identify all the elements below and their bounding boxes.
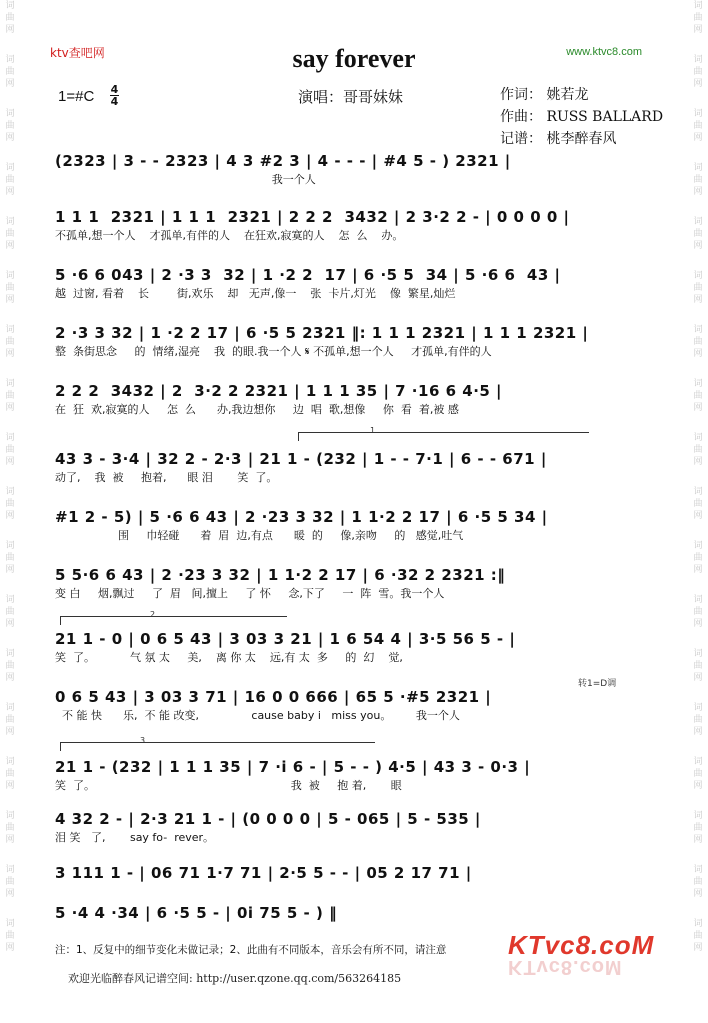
score-system-1	[55, 150, 655, 188]
watermark-gap	[690, 522, 706, 540]
watermark-gap	[690, 144, 706, 162]
watermark-gap	[690, 414, 706, 432]
watermark-glyph: 词	[5, 865, 15, 875]
watermark-gap	[690, 630, 706, 648]
watermark-glyph: 网	[693, 349, 703, 359]
watermark-gap	[2, 144, 18, 162]
notation-line: #1 2 - 5) | 5 ·6 6 43 | 2 ·23 3 32 | 1 1·2 2 17 | 6 ·5 5 34 |	[55, 508, 548, 526]
lyric-line: 在 狂 欢,寂寞的人 怎 么 办,我边想你 边 唱 歌,想像 你 看 着,被 感	[55, 403, 459, 416]
watermark-glyph: 曲	[5, 877, 15, 887]
watermark-glyph: 词	[693, 595, 703, 605]
watermark-glyph: 曲	[693, 391, 703, 401]
lyric-line: 变 白 烟,飘过 了 眉 间,擅上 了 怀 念,下了 一 阵 雪。我一个人	[55, 587, 445, 600]
watermark-glyph: 词	[693, 325, 703, 335]
watermark-gap	[690, 252, 706, 270]
watermark-glyph: 曲	[5, 121, 15, 131]
lyricist: 作词： 姚若龙	[500, 87, 589, 103]
score-system-7	[55, 506, 655, 544]
watermark-gap	[690, 360, 706, 378]
watermark-glyph: 网	[5, 25, 15, 35]
watermark-glyph: 词	[5, 757, 15, 767]
watermark-glyph: 词	[693, 919, 703, 929]
lyric-line: 泪 笑 了, say fo- rever。	[55, 831, 215, 844]
notation-line: 21 1 - (232 | 1 1 1 35 | 7 ·i 6 - | 5 - - ) 4·5 | 43 3 - 0·3 |	[55, 758, 531, 776]
watermark-glyph: 网	[5, 403, 15, 413]
watermark-glyph: 词	[5, 919, 15, 929]
watermark-gap	[690, 792, 706, 810]
song-title: say forever	[292, 44, 416, 73]
watermark-gap	[2, 846, 18, 864]
watermark-gap	[2, 468, 18, 486]
lyric-line	[55, 884, 655, 900]
watermark-glyph: 网	[5, 565, 15, 575]
ending-label-3: 3	[140, 736, 146, 745]
watermark-glyph: 网	[5, 727, 15, 737]
watermark-gap	[2, 900, 18, 918]
watermark-glyph: 网	[693, 79, 703, 89]
watermark-glyph: 词	[5, 541, 15, 551]
watermark-glyph: 网	[693, 25, 703, 35]
site-url-right: www.ktvc8.com	[566, 46, 642, 58]
watermark-glyph: 词	[693, 811, 703, 821]
notation-line: 21 1 - 0 | 0 6 5 43 | 3 03 3 21 | 1 6 54 4 | 3·5 56 5 - |	[55, 630, 516, 648]
modulation-note: 转1=D调	[578, 679, 617, 689]
watermark-glyph: 曲	[5, 553, 15, 563]
watermark-glyph: 网	[693, 511, 703, 521]
watermark-glyph: 曲	[5, 769, 15, 779]
watermark-glyph: 曲	[5, 445, 15, 455]
watermark-glyph: 词	[693, 433, 703, 443]
watermark-gap	[2, 198, 18, 216]
watermark-glyph: 网	[693, 457, 703, 467]
watermark-glyph: 网	[693, 727, 703, 737]
watermark-glyph: 网	[5, 781, 15, 791]
watermark-glyph: 曲	[693, 499, 703, 509]
score-system-13	[55, 862, 655, 900]
score-system-2	[55, 206, 655, 244]
time-top: 4	[110, 83, 119, 96]
lyric-line: 整 条街思念 的 情绪,湿亮 我 的眼.我一个人 𝄋 不孤单,想一个人 才孤单,有伴的人	[55, 345, 492, 358]
watermark-glyph: 词	[5, 109, 15, 119]
watermark-glyph: 曲	[693, 553, 703, 563]
watermark-glyph: 网	[693, 187, 703, 197]
watermark-glyph: 曲	[693, 769, 703, 779]
watermark-glyph: 词	[693, 649, 703, 659]
watermark-glyph: 曲	[693, 877, 703, 887]
composer: 作曲： RUSS BALLARD	[500, 109, 664, 125]
watermark-glyph: 词	[5, 649, 15, 659]
watermark-gap	[2, 630, 18, 648]
watermark-glyph: 曲	[693, 715, 703, 725]
ending-bracket-2	[60, 616, 287, 625]
watermark-glyph: 词	[5, 595, 15, 605]
ending-label-1: 1	[370, 426, 376, 435]
notation-line: 2 2 2 3432 | 2 3·2 2 2321 | 1 1 1 35 | 7 ·16 6 4·5 |	[55, 382, 503, 400]
watermark-gap	[2, 306, 18, 324]
watermark-glyph: 网	[693, 943, 703, 953]
watermark-glyph: 曲	[5, 337, 15, 347]
watermark-gap	[2, 522, 18, 540]
watermark-glyph: 网	[5, 241, 15, 251]
watermark-glyph: 网	[693, 295, 703, 305]
lyric-line: 围 巾轻碰 着 眉 边,有点 暖 的 像,亲吻 的 感觉,吐气	[55, 529, 464, 542]
lyric-line: 越 过窗, 看着 长 街,欢乐 却 无声,像一 张 卡片,灯光 像 繁星,灿烂	[55, 287, 456, 300]
score-system-9	[55, 628, 655, 666]
watermark-glyph: 曲	[693, 67, 703, 77]
watermark-glyph: 词	[693, 541, 703, 551]
watermark-gap	[690, 846, 706, 864]
watermark-glyph: 词	[693, 379, 703, 389]
watermark-glyph: 曲	[5, 229, 15, 239]
watermark-glyph: 词	[5, 487, 15, 497]
watermark-gap	[2, 414, 18, 432]
watermark-glyph: 词	[5, 811, 15, 821]
ending-label-2: 2	[150, 610, 156, 619]
watermark-glyph: 曲	[693, 121, 703, 131]
watermark-glyph: 曲	[5, 391, 15, 401]
left-watermark	[2, 0, 18, 1023]
notation-line: 4 32 2 - | 2·3 21 1 - | (0 0 0 0 | 5 - 065 | 5 - 535 |	[55, 810, 481, 828]
notation-line: 3 111 1 - | 06 71 1·7 71 | 2·5 5 - - | 05 2 17 71 |	[55, 864, 472, 882]
watermark-gap	[2, 576, 18, 594]
watermark-glyph: 网	[5, 673, 15, 683]
watermark-glyph: 曲	[693, 931, 703, 941]
score-system-3	[55, 264, 655, 302]
watermark-gap	[690, 468, 706, 486]
watermark-glyph: 曲	[5, 715, 15, 725]
watermark-gap	[690, 306, 706, 324]
notation-line: 5 ·6 6 043 | 2 ·3 3 32 | 1 ·2 2 17 | 6 ·5 5 34 | 5 ·6 6 43 |	[55, 266, 561, 284]
watermark-gap	[2, 90, 18, 108]
watermark-gap	[690, 198, 706, 216]
watermark-gap	[690, 900, 706, 918]
watermark-glyph: 曲	[693, 175, 703, 185]
lyric-line: 不孤单,想一个人 才孤单,有伴的人 在狂欢,寂寞的人 怎 么 办。	[55, 229, 404, 242]
watermark-glyph: 网	[693, 133, 703, 143]
notation-line: 2 ·3 3 32 | 1 ·2 2 17 | 6 ·5 5 2321 ‖: 1 1 1 2321 | 1 1 1 2321 |	[55, 324, 589, 342]
watermark-glyph: 网	[693, 781, 703, 791]
watermark-gap	[2, 792, 18, 810]
transcriber: 记谱： 桃李醉春风	[500, 131, 617, 147]
score-system-5	[55, 380, 655, 418]
watermark-glyph: 网	[5, 295, 15, 305]
watermark-glyph: 网	[693, 889, 703, 899]
watermark-glyph: 曲	[693, 607, 703, 617]
watermark-glyph: 曲	[5, 931, 15, 941]
notation-line: 5 5·6 6 43 | 2 ·23 3 32 | 1 1·2 2 17 | 6 ·32 2 2321 :‖	[55, 566, 506, 584]
watermark-glyph: 曲	[693, 283, 703, 293]
score-system-10	[55, 686, 655, 724]
watermark-glyph: 网	[5, 133, 15, 143]
watermark-gap	[690, 684, 706, 702]
score-system-11	[55, 756, 655, 794]
watermark-glyph: 网	[693, 673, 703, 683]
watermark-glyph: 词	[693, 163, 703, 173]
lyric-line: 动了, 我 被 抱着, 眼 泪 笑 了。	[55, 471, 278, 484]
watermark-glyph: 词	[693, 1, 703, 11]
watermark-glyph: 网	[5, 835, 15, 845]
watermark-glyph: 词	[693, 703, 703, 713]
watermark-gap	[690, 90, 706, 108]
watermark-glyph: 网	[693, 619, 703, 629]
ending-bracket-1	[298, 432, 589, 441]
lyric-line: 我一个人	[55, 173, 316, 186]
watermark-gap	[2, 252, 18, 270]
right-watermark	[690, 0, 706, 1023]
watermark-glyph: 词	[693, 55, 703, 65]
notation-line: 1 1 1 2321 | 1 1 1 2321 | 2 2 2 3432 | 2 3·2 2 - | 0 0 0 0 |	[55, 208, 570, 226]
watermark-glyph: 词	[5, 1, 15, 11]
notation-line: 5 ·4 4 ·34 | 6 ·5 5 - | 0i 75 5 - ) ‖	[55, 904, 338, 922]
watermark-glyph: 曲	[693, 823, 703, 833]
lyric-line: 笑 了。 我 被 抱 着, 眼	[55, 779, 402, 792]
watermark-glyph: 曲	[5, 283, 15, 293]
notation-line: (2323 | 3 - - 2323 | 4 3 #2 3 | 4 - - - | #4 5 - ) 2321 |	[55, 152, 511, 170]
lyric-line: 笑 了。 气 氛 太 美, 离 你 太 远,有 太 多 的 幻 觉,	[55, 651, 403, 664]
watermark-glyph: 网	[5, 943, 15, 953]
watermark-glyph: 网	[5, 511, 15, 521]
watermark-glyph: 词	[5, 379, 15, 389]
notation-line: 43 3 - 3·4 | 32 2 - 2·3 | 21 1 - (232 | 1 - - 7·1 | 6 - - 671 |	[55, 450, 547, 468]
watermark-glyph: 词	[693, 271, 703, 281]
site-name-left: ktv查吧网	[50, 46, 105, 60]
logo-reflection: KTvc8.coM	[508, 956, 623, 978]
watermark-gap	[690, 576, 706, 594]
watermark-glyph: 词	[5, 163, 15, 173]
watermark-glyph: 词	[693, 757, 703, 767]
watermark-glyph: 曲	[693, 445, 703, 455]
watermark-gap	[2, 954, 18, 972]
site-logo	[508, 930, 656, 990]
footer-url: 欢迎光临醉春风记谱空间: http://user.qzone.qq.com/563264185	[68, 972, 402, 985]
ending-bracket-3	[60, 742, 375, 751]
watermark-glyph: 曲	[5, 661, 15, 671]
watermark-glyph: 曲	[5, 607, 15, 617]
watermark-glyph: 词	[693, 487, 703, 497]
watermark-glyph: 词	[5, 55, 15, 65]
footer-note: 注：1、反复中的细节变化未做记录；2、此曲有不同版本，音乐会有所不同，请注意	[55, 944, 447, 956]
watermark-glyph: 词	[5, 325, 15, 335]
watermark-glyph: 词	[5, 217, 15, 227]
watermark-glyph: 曲	[693, 337, 703, 347]
watermark-glyph: 词	[693, 217, 703, 227]
watermark-gap	[2, 684, 18, 702]
watermark-gap	[2, 360, 18, 378]
watermark-glyph: 曲	[693, 229, 703, 239]
watermark-gap	[690, 954, 706, 972]
score-system-6	[55, 448, 655, 486]
time-signature	[110, 84, 119, 107]
watermark-glyph: 网	[693, 565, 703, 575]
watermark-glyph: 曲	[5, 823, 15, 833]
watermark-glyph: 网	[5, 349, 15, 359]
score-system-4	[55, 322, 655, 360]
score-system-8	[55, 564, 655, 602]
watermark-glyph: 曲	[693, 661, 703, 671]
watermark-glyph: 词	[5, 703, 15, 713]
watermark-glyph: 网	[5, 619, 15, 629]
watermark-glyph: 网	[693, 835, 703, 845]
notation-line: 0 6 5 43 | 3 03 3 71 | 16 0 0 666 | 65 5 ·#5 2321 |	[55, 688, 492, 706]
watermark-glyph: 网	[693, 241, 703, 251]
watermark-glyph: 网	[5, 457, 15, 467]
logo-text: KTvc8.coM	[508, 930, 655, 960]
watermark-gap	[690, 738, 706, 756]
watermark-glyph: 网	[5, 79, 15, 89]
watermark-glyph: 曲	[5, 175, 15, 185]
singer: 演唱：哥哥妹妹	[298, 88, 404, 106]
time-bottom: 4	[110, 95, 119, 108]
credits	[500, 84, 663, 150]
key-signature: 1=#C	[58, 88, 95, 105]
watermark-gap	[2, 738, 18, 756]
lyric-line: 不 能 快 乐, 不 能 改变, cause baby i miss you。 我一个人	[55, 709, 460, 722]
watermark-glyph: 词	[5, 271, 15, 281]
watermark-glyph: 网	[5, 187, 15, 197]
watermark-glyph: 网	[693, 403, 703, 413]
score-system-12	[55, 808, 655, 846]
watermark-glyph: 曲	[5, 499, 15, 509]
watermark-glyph: 词	[5, 433, 15, 443]
watermark-glyph: 曲	[5, 67, 15, 77]
watermark-glyph: 词	[693, 109, 703, 119]
watermark-glyph: 曲	[693, 13, 703, 23]
watermark-glyph: 词	[693, 865, 703, 875]
watermark-glyph: 网	[5, 889, 15, 899]
watermark-glyph: 曲	[5, 13, 15, 23]
